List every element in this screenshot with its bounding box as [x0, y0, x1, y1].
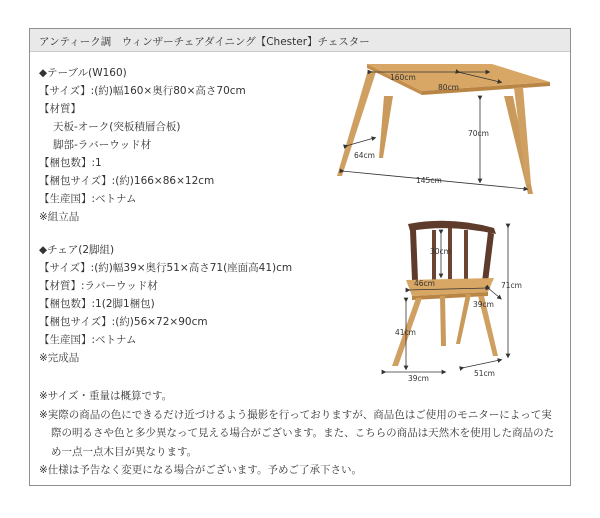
- chair-package-count: 【梱包数】:1(2脚1梱包): [39, 298, 155, 310]
- dim-table-width: 160cm: [390, 73, 416, 82]
- chair-spindle-1: [432, 230, 436, 282]
- dim-table-depth: 80cm: [438, 83, 459, 92]
- table-heading: ◆テーブル(W160): [39, 67, 127, 79]
- note-color-2: 際の明るさや色と多少異なって見える場合がございます。また、こちらの商品は天然木を使用した商品のた: [51, 427, 555, 439]
- dim-table-height: 70cm: [468, 129, 489, 138]
- dim-chair-seat-depth: 39cm: [473, 300, 494, 309]
- table-material-label: 【材質】: [39, 103, 81, 115]
- chair-back-post-right: [482, 232, 494, 282]
- table-package-size: 【梱包サイズ】:(約)166×86×12cm: [39, 175, 215, 187]
- dim-chair-seat-height: 41cm: [395, 328, 416, 337]
- table-material-legs: 脚部-ラバーウッド材: [53, 139, 152, 151]
- chair-spindle-3: [464, 230, 468, 282]
- dim-chair-width: 39cm: [408, 374, 429, 383]
- note-color-3: め一点一点木目が異なります。: [51, 445, 198, 458]
- table-leg-back-left: [379, 96, 393, 158]
- dim-chair-depth: 51cm: [474, 369, 495, 378]
- table-assembly: ※組立品: [39, 211, 80, 223]
- dim-line-depth: [462, 360, 500, 368]
- table-leg-front-left: [337, 70, 376, 176]
- chair-origin: 【生産国】:ベトナム: [39, 334, 137, 346]
- dim-line-seat-depth: [488, 288, 500, 298]
- chair-illustration: [370, 218, 530, 386]
- dim-chair-back: 30cm: [430, 247, 451, 256]
- notes-block: [39, 387, 563, 480]
- dim-chair-height: 71cm: [501, 281, 522, 290]
- dim-table-leg-depth: 64cm: [354, 151, 375, 160]
- chair-assembly: ※完成品: [39, 352, 80, 364]
- table-package-count: 【梱包数】:1: [39, 157, 102, 169]
- table-spec: [39, 64, 246, 226]
- dim-table-leg-width: 145cm: [416, 176, 442, 185]
- dim-chair-seat-width: 46cm: [414, 279, 435, 288]
- table-illustration: [330, 58, 560, 198]
- header-bar: [30, 29, 570, 52]
- chair-spec: [39, 241, 292, 367]
- page-title: アンティーク調 ウィンザーチェアダイニング【Chester】チェスター: [39, 36, 370, 48]
- note-approx: ※サイズ・重量は概算です。: [39, 390, 173, 402]
- chair-heading: ◆チェア(2脚組): [39, 244, 115, 256]
- table-size: 【サイズ】:(約)幅160×奥行80×高さ70cm: [39, 85, 246, 97]
- chair-back-post-left: [410, 230, 418, 280]
- chair-size: 【サイズ】:(約)幅39×奥行51×高さ71(座面高41)cm: [39, 262, 293, 274]
- table-origin: 【生産国】:ベトナム: [39, 193, 137, 205]
- note-spec-change: ※仕様は予告なく変更になる場合がございます。予めご了承下さい。: [39, 464, 362, 476]
- chair-material: 【材質】:ラバーウッド材: [39, 280, 158, 292]
- chair-package-size: 【梱包サイズ】:(約)56×72×90cm: [39, 316, 208, 328]
- chair-leg-back-right: [456, 294, 471, 344]
- note-color-1: ※実際の商品の色にできるだけ近づけるよう撮影を行っておりますが、商品色はご使用のモニターによって実: [39, 408, 552, 421]
- chair-leg-back-left: [440, 296, 446, 346]
- table-material-top: 天板-オーク(突板積層合板): [53, 121, 181, 133]
